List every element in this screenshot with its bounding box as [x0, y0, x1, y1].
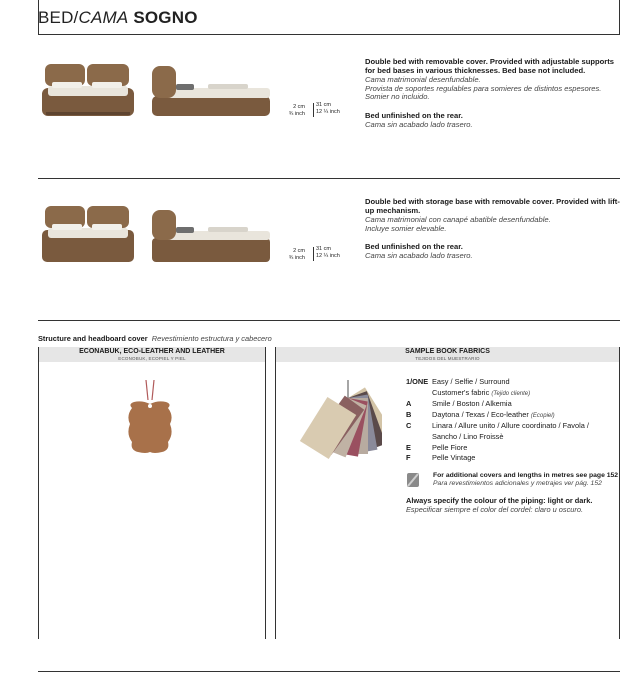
divider: [38, 178, 620, 179]
product-description-1: Double bed with removable cover. Provided with adjustable supports for bed bases in various thicknesses. Bed base not included. Cama matrimonial desenfundable. Provista de soportes regulables para somieres de distintos espesores. Somier no incluido. Bed unfinished on the rear. Cama sin acabado lado trasero.: [365, 57, 614, 129]
dim-label-right: 31 cm 12 ¼ inch: [316, 246, 340, 259]
sample-book-icon: [292, 380, 382, 470]
bed-side-image: [148, 62, 274, 120]
fabric-list: [406, 377, 616, 464]
bed-front-image: [40, 60, 136, 120]
dim-label-left: 2 cm ¾ inch: [288, 248, 305, 261]
piping-note: Always specify the colour of the piping: light or dark. Especificar siempre el color del cordel: claro u oscuro.: [406, 496, 593, 514]
fabrics-panel-header: SAMPLE BOOK FABRICS TEJIDOS DEL MUESTRARIO: [276, 347, 619, 362]
fabric-row: E Pelle Fiore: [406, 442, 468, 452]
title-rule: [38, 34, 620, 35]
frame-right: [619, 0, 620, 34]
swatch-roll-icon: [406, 472, 420, 488]
fabric-row: F Pelle Vintage: [406, 453, 476, 463]
divider: [38, 320, 620, 321]
leather-panel-header: ECONABUK, ECO-LEATHER AND LEATHER ECONOBUK, ECOPIEL Y PIEL: [39, 347, 265, 362]
divider: [38, 671, 620, 672]
dim-label-right: 31 cm 12 ¼ inch: [316, 102, 340, 115]
fabric-row: Sancho / Lino Froissè: [432, 431, 504, 441]
bed-storage-side-image: [148, 206, 274, 264]
fabric-row: B Daytona / Texas / Eco-leather (Ecopiel): [406, 409, 555, 419]
bed-storage-front-image: [40, 202, 136, 264]
structure-heading: Structure and headboard cover Revestimiento estructura y cabecero: [38, 334, 272, 343]
page-title: BED/CAMA SOGNO: [38, 8, 198, 27]
fabric-row: C Linara / Allure unito / Allure coordinato / Favola /: [406, 421, 589, 431]
covers-note: For additional covers and lengths in metres see page 152 Para revestimientos adicionales y metrajes ver pág. 152: [433, 472, 619, 487]
dim-bracket: [313, 103, 314, 117]
product-description-2: Double bed with storage base with removable cover. Provided with lift-up mechanism. Cama matrimonial con canapé abatible desenfundable. Incluye somier elevable. Bed unfinished on the rear. Cama sin acabado lado trasero.: [365, 197, 620, 260]
fabric-row: 1/ONE Easy / Selfie / Surround: [406, 377, 510, 386]
dim-bracket: [313, 247, 314, 261]
dim-label-left: 2 cm ¾ inch: [288, 104, 305, 117]
leather-swatch-icon: [124, 378, 176, 468]
fabric-row: A Smile / Boston / Alkemia: [406, 399, 512, 409]
fabric-row: Customer's fabric (Tejido cliente): [432, 387, 531, 397]
